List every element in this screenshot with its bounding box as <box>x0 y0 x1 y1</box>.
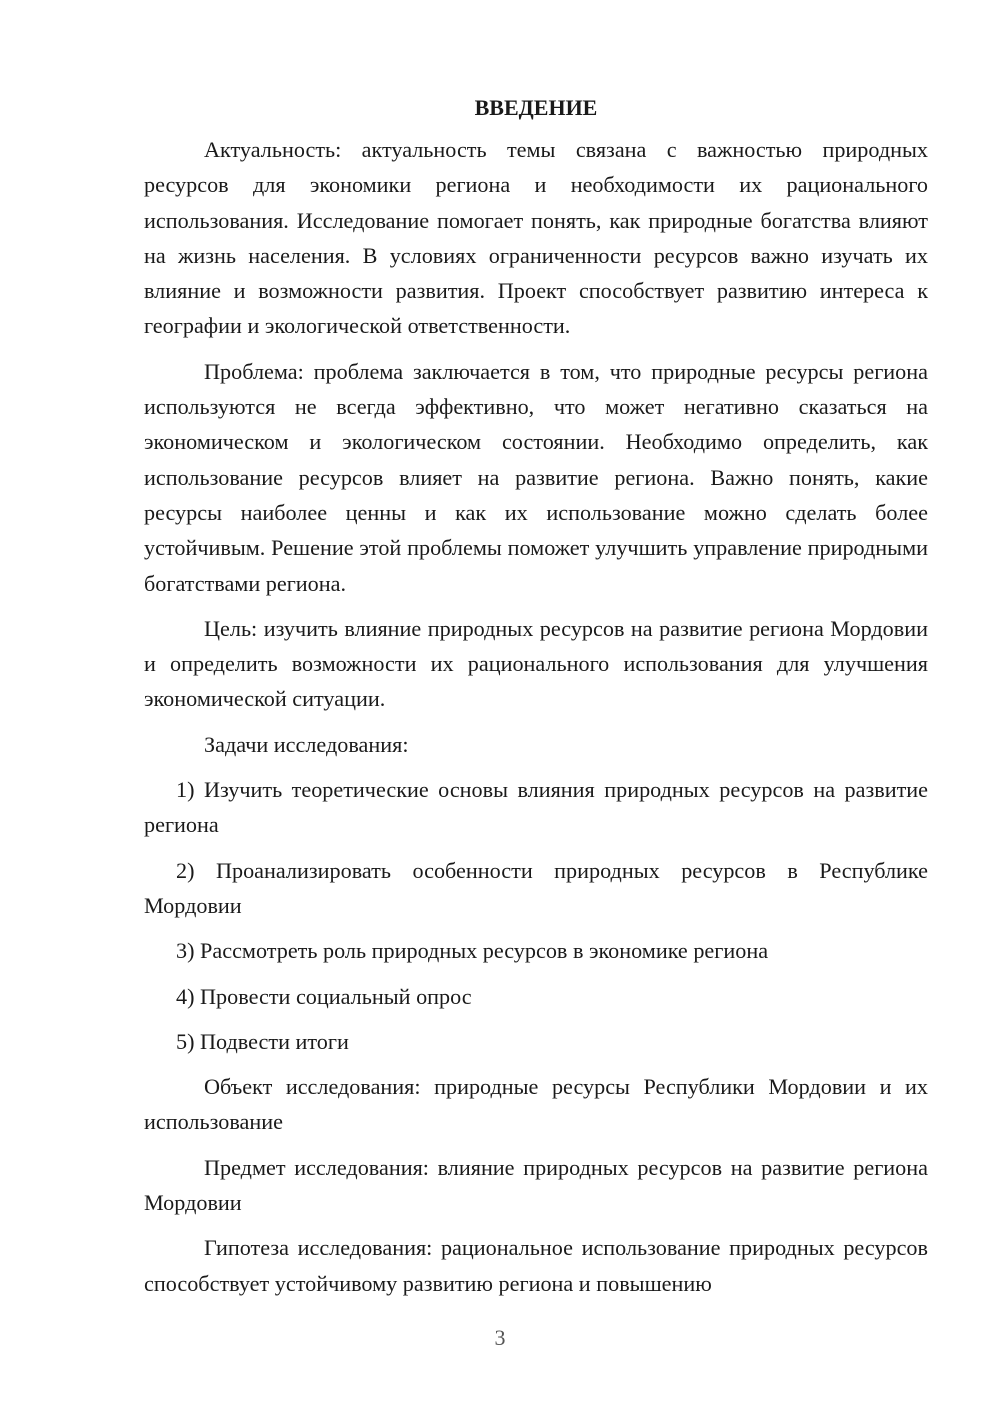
task-item-2: 2) Проанализировать особенности природных ресурсов в Республике Мордовии <box>144 857 928 918</box>
page-title: ВВЕДЕНИЕ <box>474 95 598 120</box>
task-item-3: 3) Рассмотреть роль природных ресурсов в экономике региона <box>176 938 769 964</box>
task-item-1: 1) Изучить теоретические основы влияния природных ресурсов на развитие региона <box>144 777 928 838</box>
object-paragraph: Объект исследования: природные ресурсы Республики Мордовии и их использование <box>144 1074 928 1135</box>
goal-paragraph: Цель: изучить влияние природных ресурсов на развитие региона Мордовии и определить возможности их рационального использования для улучшения экономической ситуации. <box>144 615 928 712</box>
problem-paragraph: Проблема: проблема заключается в том, что природные ресурсы региона используются не всегда эффективно, что может негативно сказаться на экономическом и экологическом состоянии. Необходимо определить, как использование ресурсов влияет на развитие региона. Важно понять, какие ресурсы наиболее ценны и как их использование можно сделать более устойчивым. Решение этой проблемы поможет улучшить управление природными богатствами региона. <box>144 358 928 596</box>
task-item-5: 5) Подвести итоги <box>176 1028 349 1054</box>
document-page <box>144 90 928 1301</box>
hypothesis-paragraph: Гипотеза исследования: рациональное использование природных ресурсов способствует устойчивому развитию региона и повышению <box>144 1235 928 1296</box>
tasks-heading: Задачи исследования: <box>204 731 409 757</box>
subject-paragraph: Предмет исследования: влияние природных ресурсов на развитие региона Мордовии <box>144 1154 928 1216</box>
relevance-paragraph: Актуальность: актуальность темы связана с важностью природных ресурсов для экономики региона и необходимости их рационального использования. Исследование помогает понять, как природные богатства влияют на жизнь населения. В условиях ограниченности ресурсов важно изучать их влияние и возможности развития. Проект способствует развитию интереса к географии и экологической ответственности. <box>144 137 928 339</box>
page-number: 3 <box>494 1325 506 1350</box>
task-item-4: 4) Провести социальный опрос <box>176 983 472 1009</box>
